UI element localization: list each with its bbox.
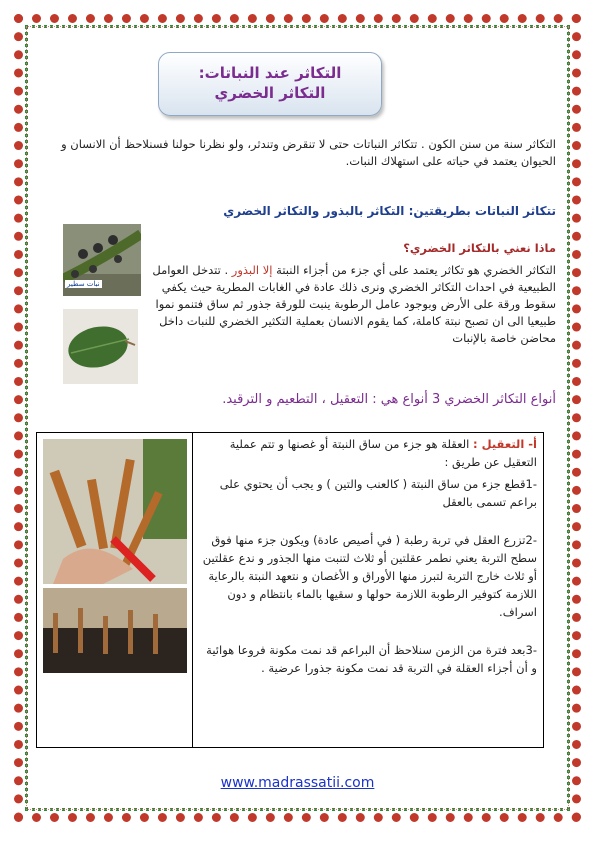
cutting-content — [199, 435, 537, 677]
stem-photo — [63, 224, 141, 296]
leaf-photo — [63, 309, 138, 384]
definition-highlight: إلا البذور — [231, 263, 273, 277]
definition-text: التكاثر الخضري هو تكاثر يعتمد على أي جزء من أجزاء النبتة — [272, 263, 556, 277]
cutting-step-2: -2تزرع العقل في تربة رطبة ( في أصيص عادة) ويكون جزء منها فوق سطح التربة يعني نطمر عقلتين أو ثلاث لتنبت منها الجذور و ندع عقلتين أو ثلاث خارج التربة لتبرز منها الأوراق و الأغصان و نتعهد النبتة بالرعاية اللازمة كتوفير الرطوبة اللازمة حولها و سقيها بالماء بانتظام و دون اسراف. — [202, 533, 537, 619]
cutting-step-1: -1قطع جزء من ساق النبتة ( كالعنب والتين ) و يجب أن يحتوي على براعم تسمى بالعقل — [219, 477, 537, 509]
definition-paragraph — [150, 262, 556, 347]
section-heading: تتكاثر النباتات بطريقتين: التكاثر بالبذور والتكاثر الخضري — [223, 204, 556, 218]
cutting-photo — [43, 439, 187, 584]
cutting-intro-text: العقلة هو جزء من ساق النبتة أو غصنها و تتم عملية التعقيل عن طريق : — [229, 437, 537, 469]
types-line: أنواع التكاثر الخضري 3 أنواع هي : التعقيل ، التطعيم و الترقيد. — [222, 392, 556, 407]
cutting-intro — [199, 435, 537, 471]
intro-paragraph: التكاثر سنة من سنن الكون . تتكاثر النباتات حتى لا تنقرض وتندثر، ولو نظرنا حولنا فسنلاحظ أن الانسان و الحيوان يعتمد في حياته على استهلاك النبات. — [61, 137, 556, 168]
cutting-table — [36, 432, 544, 748]
cutting-label: أ- التعقيل : — [472, 437, 537, 451]
footer-link[interactable]: www.madrassatii.com — [220, 775, 375, 791]
page-title: التكاثر عند النباتات: — [198, 64, 342, 82]
page-subtitle: التكاثر الخضري — [214, 84, 326, 102]
question-heading: ماذا نعني بالتكاثر الخضري؟ — [403, 241, 556, 255]
table-divider — [192, 433, 193, 747]
planted-cuttings-photo — [43, 588, 187, 673]
cutting-step-3: -3بعد فترة من الزمن سنلاحظ أن البراعم قد نمت مكونة فروعا هوائية و أن أجزاء العقلة في التربة قد نمت مكونة جذورا عرضية . — [206, 643, 537, 675]
image-caption: نبات سطير — [67, 280, 100, 288]
definition-text-cont: . تتدخل العوامل الطبيعية في احداث التكاثر الخضري ونرى ذلك عادة في الغابات المطرية حيث يكفي سقوط ورقة على الأرض وبوجود عامل الرطوبة ينبت للورقة جذور ثم ساق فتنمو نموا طبيعيا الى ان تصبح نبتة كاملة، كما يقوم الانسان بعملية التكثير الخضري للنبات داخل محاضن خاصة بالإنبات — [152, 263, 556, 345]
page-title-box — [158, 52, 382, 116]
